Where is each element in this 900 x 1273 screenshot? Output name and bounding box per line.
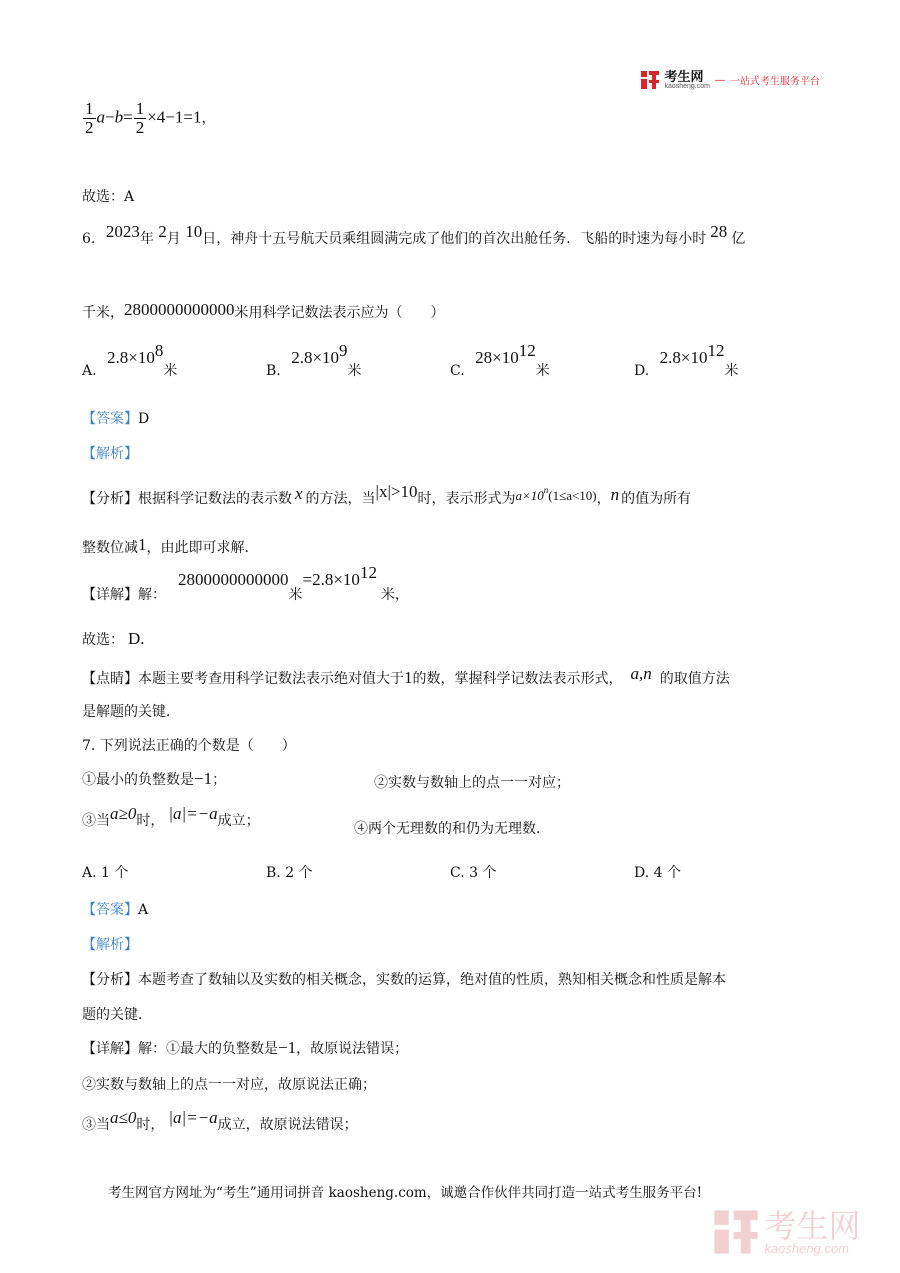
option-label: A. bbox=[82, 865, 97, 881]
detail3-shi: 时， bbox=[136, 1117, 165, 1133]
fenxi-form-base: a×10 bbox=[515, 488, 544, 503]
q6-comment-line2: 是解题的关键． bbox=[82, 704, 180, 720]
q7-statement-2: ②实数与数轴上的点一一对应； bbox=[374, 775, 570, 791]
q7-option-d[interactable] bbox=[634, 862, 681, 882]
q6-day: 10 bbox=[185, 222, 203, 241]
option-label: B. bbox=[266, 363, 281, 379]
q6-analysis-tag: 【解析】 bbox=[82, 446, 138, 462]
detail-number: 2800000000000 bbox=[178, 570, 289, 589]
logo-mark-icon bbox=[640, 70, 660, 90]
s1-value: −1 bbox=[194, 769, 213, 788]
frac2-den: 2 bbox=[135, 117, 145, 137]
equals-sign: = bbox=[123, 107, 133, 127]
fenxi-text-c: 时，表示形式为 bbox=[417, 491, 516, 507]
q6-option-c[interactable] bbox=[450, 341, 550, 380]
detail-text-b: ，故原说法错误； bbox=[296, 1041, 409, 1057]
q6-year-char: 年 bbox=[139, 231, 154, 247]
fenxi-line2-one: 1 bbox=[138, 535, 147, 554]
q7-analysis-tag: 【解析】 bbox=[82, 937, 138, 953]
q7-detail-line3 bbox=[82, 1108, 358, 1134]
fenxi-text-a: 根据科学记数法的表示数 bbox=[138, 491, 292, 507]
header-dash: — bbox=[714, 73, 726, 87]
option-label: C. bbox=[450, 363, 465, 379]
frac2-num: 1 bbox=[135, 99, 145, 118]
option-text: 2 个 bbox=[285, 865, 313, 881]
s1-end: ； bbox=[212, 772, 227, 788]
q6-big-number: 2800000000000 bbox=[124, 300, 235, 319]
s3-text: ③当 bbox=[82, 813, 110, 829]
header-logo bbox=[640, 70, 820, 94]
q6-answer bbox=[82, 408, 149, 428]
s1-text: ①最小的负整数是 bbox=[82, 772, 194, 788]
option-label: B. bbox=[266, 865, 281, 881]
fenxi-form-cond: (1≤a<10) bbox=[548, 488, 597, 503]
option-exp: 9 bbox=[339, 341, 348, 360]
option-text: 1 个 bbox=[101, 865, 129, 881]
fenxi-form bbox=[515, 485, 597, 503]
top-calculation bbox=[82, 100, 215, 137]
answer-value: A bbox=[138, 902, 149, 918]
fenxi-text-e: 的值为所有 bbox=[621, 491, 692, 507]
watermark-logo-icon bbox=[712, 1208, 760, 1256]
answer-tag: 【答案】 bbox=[82, 902, 138, 918]
detail3-condition: a≤0 bbox=[110, 1108, 137, 1127]
option-value: 2.8×10 bbox=[659, 348, 708, 367]
q7-option-c[interactable] bbox=[450, 862, 496, 882]
detail-equation: =2.8×10 bbox=[302, 570, 360, 589]
fenxi-x: x bbox=[295, 484, 303, 503]
answer-tag: 【答案】 bbox=[82, 411, 138, 427]
choose-dot: . bbox=[140, 629, 145, 648]
logo-domain: kaosheng.com bbox=[664, 83, 710, 90]
option-unit: 米 bbox=[535, 363, 550, 379]
q7-detail-line1 bbox=[82, 1038, 408, 1058]
q6-line2-end: 米用科学记数法表示应为（ ） bbox=[234, 305, 445, 321]
q6-fenxi-line1 bbox=[82, 482, 691, 508]
q6-option-d[interactable] bbox=[634, 341, 739, 380]
q7-statement-4: ④两个无理数的和仍为无理数． bbox=[354, 821, 550, 837]
fenxi-abs: |x|>10 bbox=[375, 482, 418, 501]
q6-detail bbox=[82, 563, 409, 604]
s3-shi: 时， bbox=[136, 813, 165, 829]
fenxi-text-d: ， bbox=[596, 491, 611, 507]
q6-number: 6. bbox=[82, 231, 96, 247]
fenxi-form-exp: n bbox=[543, 485, 549, 495]
option-value: 2.8×10 bbox=[107, 348, 155, 367]
detail-exponent: 12 bbox=[359, 563, 377, 582]
fenxi-line1: 本题考查了数轴以及实数的相关概念，实数的运算，绝对值的性质，熟知相关概念和性质是解本 bbox=[138, 972, 726, 988]
q6-stem-line2 bbox=[82, 300, 445, 322]
s3-equation: |a|=−a bbox=[168, 804, 218, 823]
q6-speed: 28 bbox=[710, 222, 728, 241]
option-label: D. bbox=[634, 363, 650, 379]
frac1-den: 2 bbox=[85, 117, 94, 137]
fenxi-text-b: 的方法，当 bbox=[305, 491, 376, 507]
fenxi-tag: 【分析】 bbox=[82, 972, 138, 988]
q6-stem-line1 bbox=[82, 218, 745, 253]
q6-stem-text: 日，神舟十五号航天员乘组圆满完成了他们的首次出舱任务．飞船的时速为每小时 bbox=[202, 231, 707, 247]
option-unit: 米 bbox=[163, 363, 178, 379]
option-text: 3 个 bbox=[469, 865, 497, 881]
detail3-end: 成立，故原说法错误； bbox=[217, 1117, 358, 1133]
top-choose: 故选：A bbox=[82, 189, 135, 205]
fenxi-n: n bbox=[610, 485, 620, 504]
q6-yi: 亿 bbox=[731, 231, 746, 247]
q6-month: 2 bbox=[158, 222, 167, 241]
option-label: A. bbox=[82, 363, 97, 379]
logo-name: 考生网 bbox=[664, 69, 704, 84]
q7-fenxi-line1 bbox=[82, 969, 726, 989]
option-exp: 8 bbox=[154, 341, 164, 360]
choose-text: 故选： bbox=[82, 632, 124, 648]
q7-statement-1 bbox=[82, 769, 226, 789]
frac1-num: 1 bbox=[85, 99, 94, 118]
detail-text-a: 解：①最大的负整数是 bbox=[138, 1041, 278, 1057]
q6-line2-start: 千米， bbox=[82, 305, 124, 321]
comment-text-b: 的数，掌握科学记数法表示形式， bbox=[412, 671, 623, 687]
q6-month-char: 月 bbox=[166, 231, 181, 247]
q7-option-b[interactable] bbox=[266, 862, 313, 882]
minus-sign: − bbox=[105, 107, 115, 127]
comment-text-a: 本题主要考查用科学记数法表示绝对值大于 bbox=[138, 671, 404, 687]
detail-text-a: 解： bbox=[138, 587, 166, 603]
q7-answer bbox=[82, 899, 148, 919]
option-value: 2.8×10 bbox=[291, 348, 340, 367]
choose-answer: D bbox=[128, 629, 141, 648]
fenxi-line2-b: ，由此即可求解． bbox=[146, 540, 259, 556]
option-unit: 米 bbox=[724, 363, 739, 379]
q7-fenxi-line2: 题的关键． bbox=[82, 1007, 152, 1023]
q6-year: 2023 bbox=[105, 222, 140, 241]
fenxi-line2-a: 整数位减 bbox=[82, 540, 138, 556]
option-unit: 米 bbox=[347, 363, 362, 379]
var-b: b bbox=[114, 107, 124, 127]
q7-stem: 7. 下列说法正确的个数是（ ） bbox=[82, 738, 296, 754]
comment-tag: 【点睛】 bbox=[82, 671, 138, 687]
q7-statement-3 bbox=[82, 804, 260, 830]
q6-option-b[interactable] bbox=[266, 341, 362, 380]
calc-comma: ， bbox=[201, 111, 216, 127]
detail-unit2: 米， bbox=[380, 587, 409, 603]
detail3-text: ③当 bbox=[82, 1117, 110, 1133]
q6-fenxi-line2 bbox=[82, 535, 259, 557]
watermark-name: 考生网 bbox=[764, 1207, 861, 1244]
q6-choose bbox=[82, 629, 145, 649]
watermark bbox=[712, 1208, 860, 1256]
detail-tag: 【详解】 bbox=[82, 1041, 138, 1057]
fenxi-tag: 【分析】 bbox=[82, 491, 138, 507]
detail-value: −1 bbox=[278, 1038, 297, 1057]
s3-condition: a≥0 bbox=[110, 804, 137, 823]
detail3-equation: |a|=−a bbox=[168, 1108, 218, 1127]
s3-end: 成立； bbox=[217, 813, 260, 829]
q6-option-a[interactable] bbox=[82, 341, 178, 380]
option-exp: 12 bbox=[518, 341, 536, 360]
watermark-domain: kaosheng.com bbox=[764, 1240, 850, 1256]
var-a: a bbox=[96, 107, 105, 127]
answer-value: D bbox=[138, 411, 150, 427]
comment-one: 1 bbox=[404, 668, 413, 687]
footer-text: 考生网官方网址为“考生”通用词拼音 kaosheng.com，诚邀合作伙伴共同打造一站式考生服务平台! bbox=[108, 1185, 703, 1201]
detail-unit1: 米 bbox=[288, 587, 303, 603]
detail-tag: 【详解】 bbox=[82, 587, 138, 603]
q6-comment-line1 bbox=[82, 664, 730, 688]
option-value: 28×10 bbox=[475, 348, 519, 367]
q7-option-a[interactable] bbox=[82, 862, 128, 882]
option-label: C. bbox=[450, 865, 465, 881]
header-slogan: 一站式考生服务平台 bbox=[729, 76, 820, 88]
option-exp: 12 bbox=[707, 341, 725, 360]
option-text: 4 个 bbox=[653, 865, 681, 881]
calc-rest: ×4−1=1 bbox=[147, 107, 202, 127]
comment-an: a,n bbox=[630, 664, 652, 683]
q7-detail-line2: ②实数与数轴上的点一一对应，故原说法正确； bbox=[82, 1077, 376, 1093]
option-label: D. bbox=[634, 865, 650, 881]
comment-text-c: 的取值方法 bbox=[659, 671, 730, 687]
